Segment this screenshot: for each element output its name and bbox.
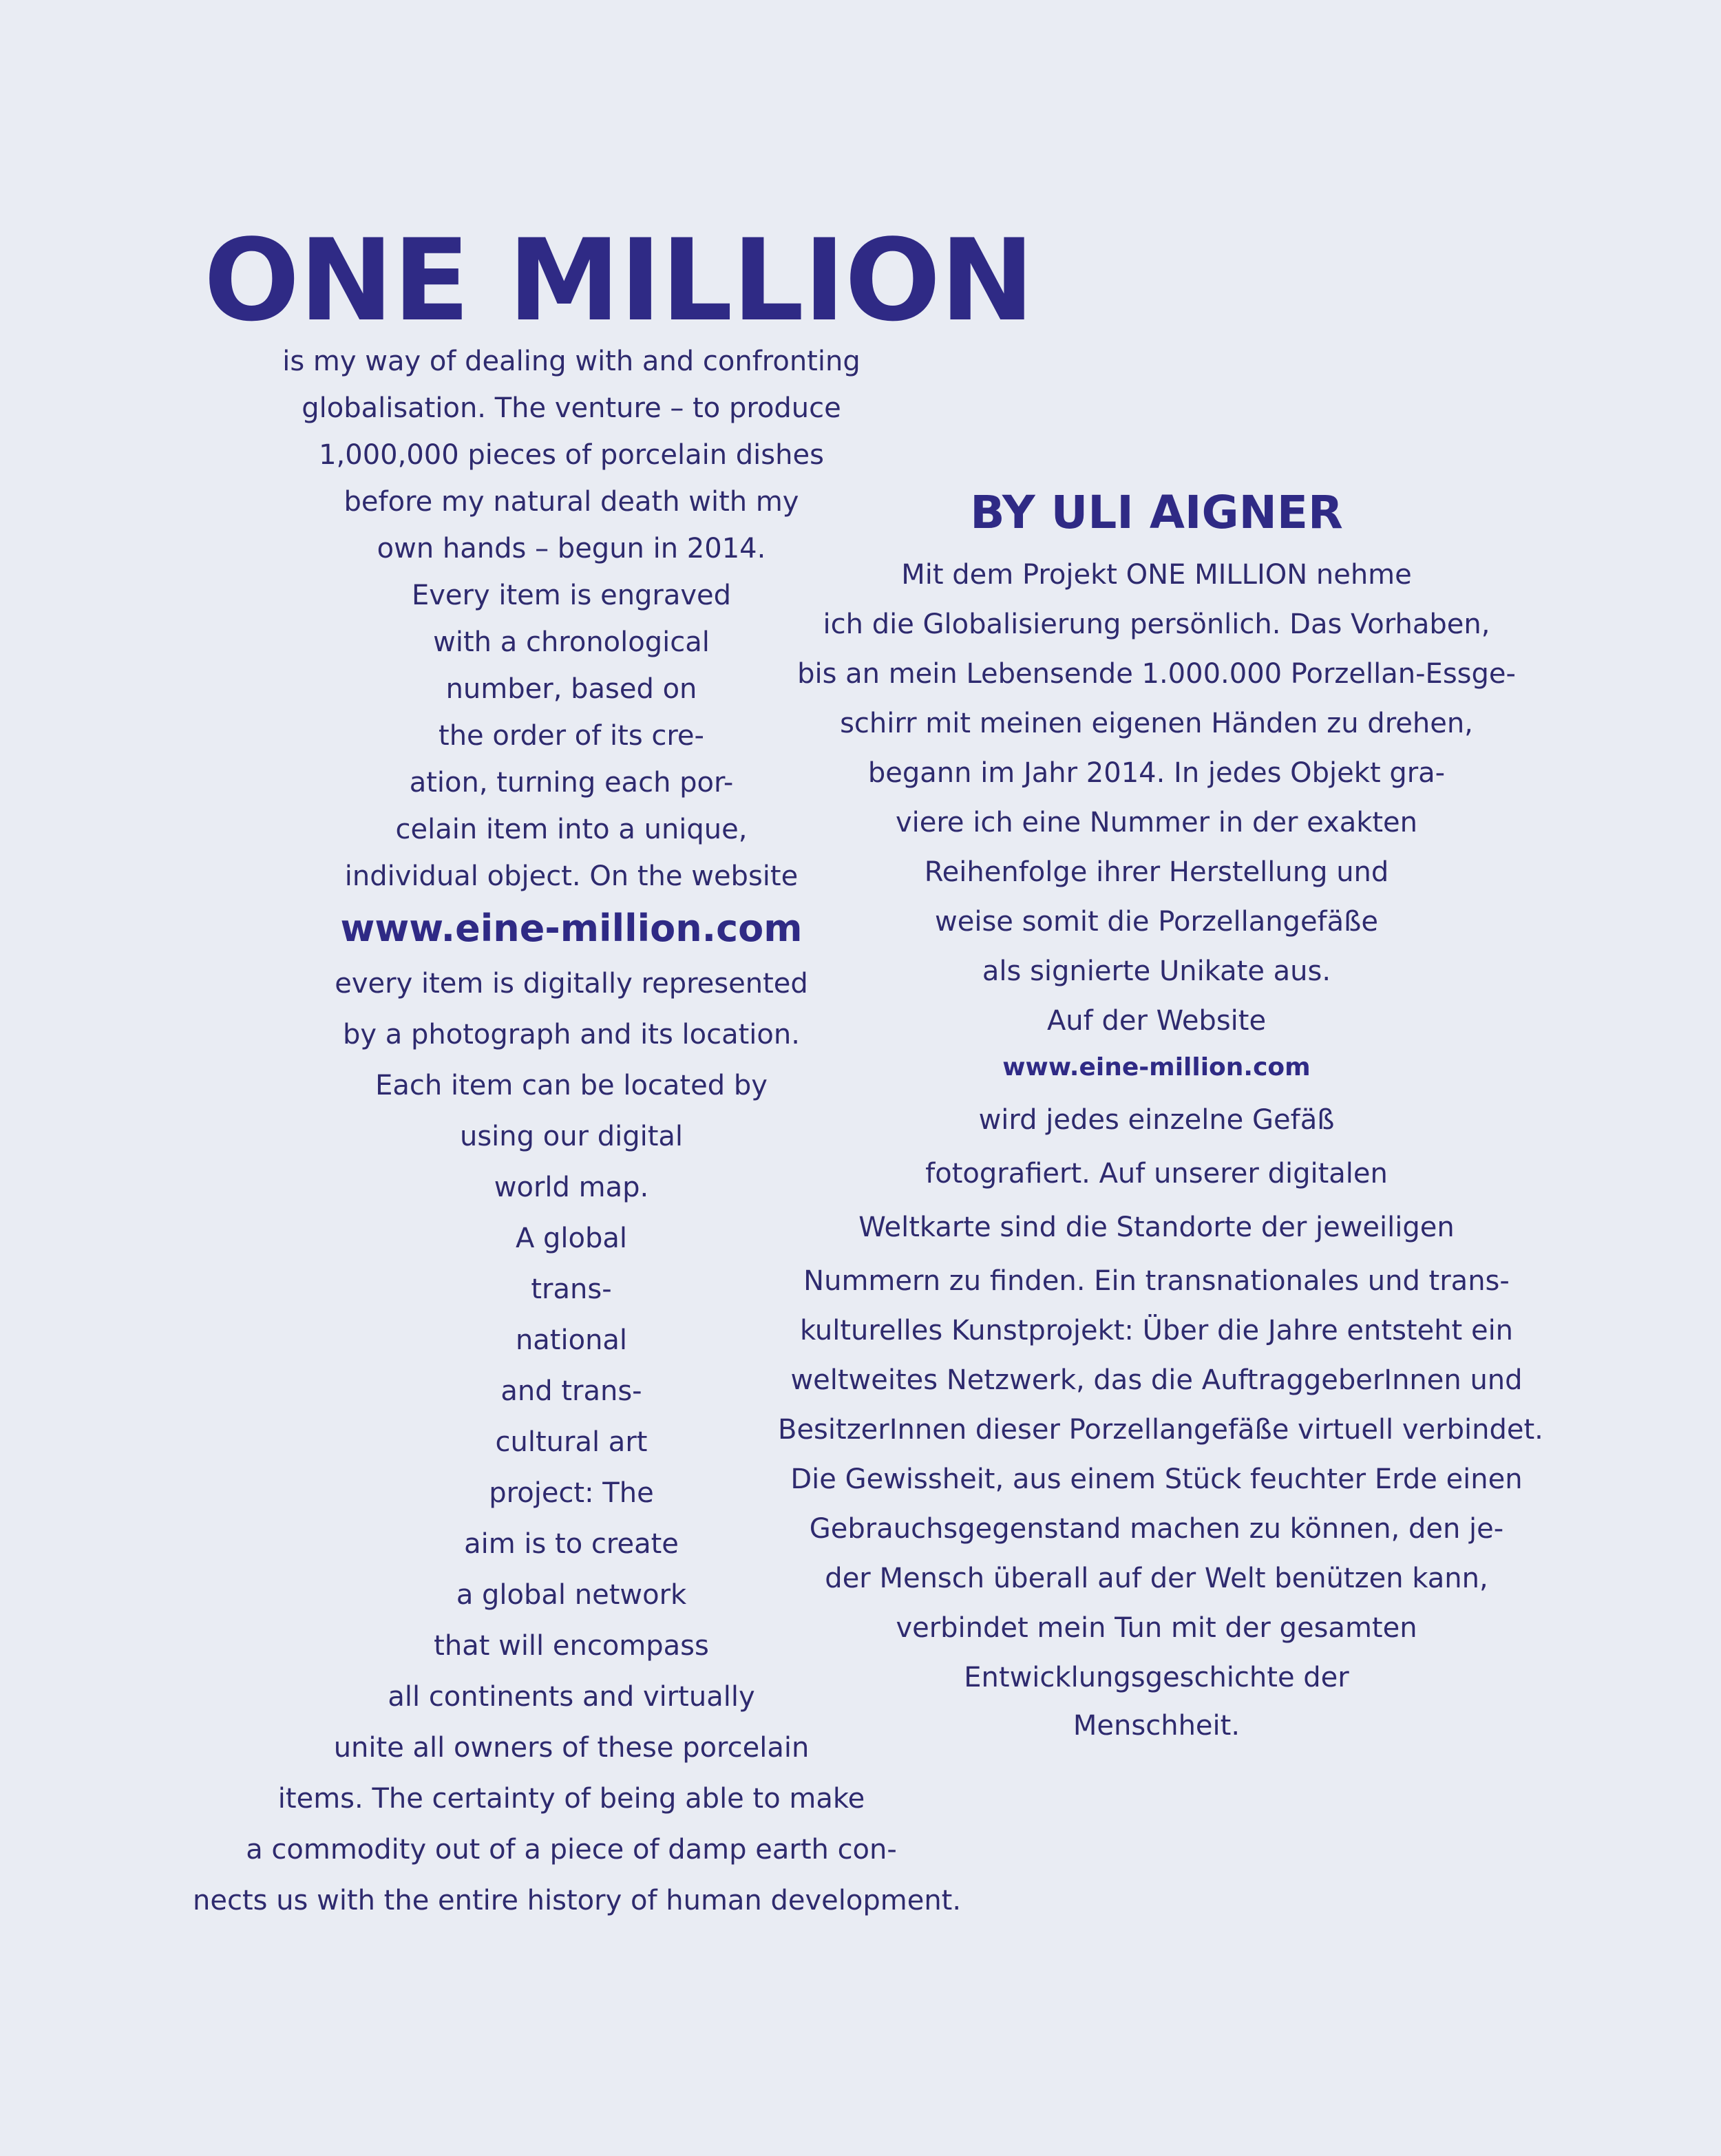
german-line: wird jedes einzelne Gefäß — [978, 1104, 1335, 1136]
english-line: A global — [515, 1223, 628, 1254]
german-line: Auf der Website — [1046, 1005, 1267, 1037]
english-line: items. The certainty of being able to make — [277, 1783, 865, 1815]
english-line: by a photograph and its location. — [343, 1019, 800, 1050]
english-line: aim is to create — [464, 1528, 679, 1560]
english-line: a global network — [456, 1579, 687, 1611]
english-line: using our digital — [459, 1121, 684, 1152]
english-line: all continents and virtually — [388, 1681, 755, 1713]
german-line: Die Gewissheit, aus einem Stück feuchter Erde einen — [790, 1463, 1523, 1495]
english-line: individual object. On the website — [344, 860, 799, 892]
german-line: begann im Jahr 2014. In jedes Objekt gra- — [867, 757, 1446, 789]
german-line: kulturelles Kunstprojekt: Über die Jahre entsteht ein — [799, 1315, 1514, 1346]
german-line: ich die Globalisierung persönlich. Das Vorhaben, — [823, 609, 1490, 640]
german-line: schirr mit meinen eigenen Händen zu drehen, — [840, 708, 1473, 739]
german-line: als signierte Unikate aus. — [982, 955, 1331, 987]
english-line: and trans- — [500, 1375, 642, 1407]
english-line: national — [515, 1324, 628, 1356]
english-line: is my way of dealing with and confronting — [282, 346, 860, 377]
english-line: number, based on — [445, 673, 697, 705]
english-line: nects us with the entire history of human development. — [193, 1885, 962, 1916]
english-line: a commodity out of a piece of damp earth con- — [246, 1834, 897, 1866]
german-line: Reihenfolge ihrer Herstellung und — [924, 856, 1389, 888]
english-line: the order of its cre- — [439, 720, 704, 752]
english-line: ation, turning each por- — [409, 767, 734, 799]
english-line: 1,000,000 pieces of porcelain dishes — [319, 439, 824, 471]
german-line: Weltkarte sind die Standorte der jeweiligen — [858, 1212, 1455, 1243]
german-line: verbindet mein Tun mit der gesamten — [896, 1612, 1417, 1644]
english-line: that will encompass — [434, 1630, 709, 1662]
english-line: globalisation. The venture – to produce — [302, 392, 841, 424]
german-line: Mit dem Projekt ONE MILLION nehme — [901, 559, 1412, 591]
english-line: before my natural death with my — [344, 486, 799, 518]
page-title: ONE MILLION — [204, 215, 1034, 346]
english-line: every item is digitally represented — [335, 968, 808, 1000]
english-line: Every item is engraved — [411, 580, 732, 611]
german-line: der Mensch überall auf der Welt benützen kann, — [825, 1563, 1488, 1594]
german-line: Gebrauchsgegenstand machen zu können, den je- — [809, 1513, 1504, 1545]
english-line: Each item can be located by — [375, 1070, 768, 1101]
german-line: weltweites Netzwerk, das die AuftraggeberInnen und — [790, 1364, 1523, 1396]
german-line: BesitzerInnen dieser Porzellangefäße virtuell verbindet. — [778, 1414, 1543, 1446]
english-line: unite all owners of these porcelain — [333, 1732, 810, 1764]
german-line: Entwicklungsgeschichte der — [964, 1662, 1349, 1693]
english-line: own hands – begun in 2014. — [377, 533, 766, 564]
english-line: celain item into a unique, — [395, 814, 748, 845]
english-line: cultural art — [495, 1426, 648, 1458]
german-line: Menschheit. — [1073, 1710, 1240, 1742]
german-line: weise somit die Porzellangefäße — [935, 906, 1378, 938]
english-line: trans- — [531, 1273, 612, 1305]
german-line: bis an mein Lebensende 1.000.000 Porzellan-Essge- — [797, 658, 1516, 690]
german-line: fotografiert. Auf unserer digitalen — [925, 1158, 1388, 1190]
english-line: world map. — [494, 1172, 649, 1203]
author-subtitle: BY ULI AIGNER — [970, 486, 1343, 539]
english-line: project: The — [489, 1477, 654, 1509]
website-link-en[interactable]: www.eine-million.com — [340, 907, 803, 950]
german-line: Nummern zu finden. Ein transnationales und trans- — [803, 1265, 1510, 1297]
website-link-de[interactable]: www.eine-million.com — [1002, 1053, 1311, 1081]
german-line: viere ich eine Nummer in der exakten — [895, 807, 1418, 838]
english-line: with a chronological — [433, 626, 710, 658]
